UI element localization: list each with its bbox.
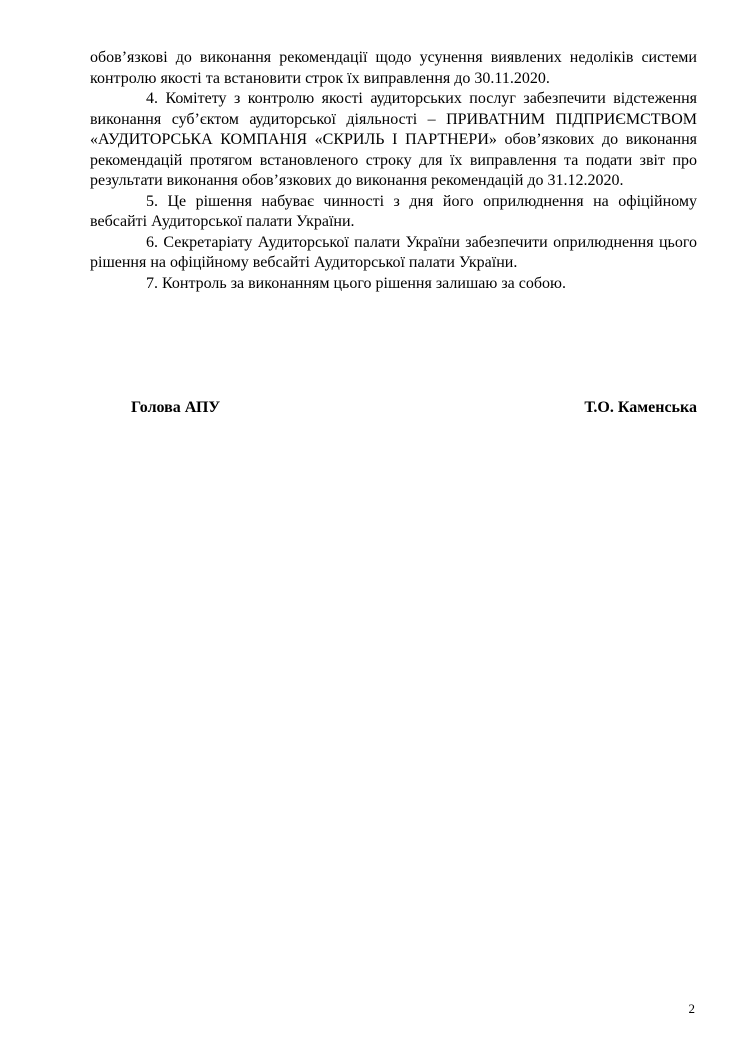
paragraph-item-4: 4. Комітету з контролю якості аудиторських послуг забезпечити відстеження виконання суб’єктом аудиторської діяльності – ПРИВАТНИМ ПІДПРИЄМСТВОМ «АУДИТОРСЬКА КОМПАНІЯ «СКРИЛЬ І ПАРТНЕРИ» обов’язкових до виконання рекомендацій протягом встановленого строку для їх виправлення та подати звіт про результати виконання обов’язкових до виконання рекомендацій до 31.12.2020. (90, 90, 697, 189)
signatory-title: Голова АПУ (131, 399, 221, 416)
paragraph-item-6: 6. Секретаріату Аудиторської палати України забезпечити оприлюднення цього рішення на офіційному вебсайті Аудиторської палати України. (90, 233, 697, 271)
signatory-name: Т.О. Каменська (584, 399, 697, 416)
page-number: 2 (688, 1001, 695, 1016)
document-body (90, 48, 697, 294)
paragraph-item-5: 5. Це рішення набуває чинності з дня його оприлюднення на офіційному вебсайті Аудиторської палати України. (90, 192, 697, 230)
paragraph-item-7: 7. Контроль за виконанням цього рішення залишаю за собою. (146, 274, 566, 292)
paragraph-continuation: обов’язкові до виконання рекомендації щодо усунення виявлених недоліків системи контролю якості та встановити строк їх виправлення до 30.11.2020. (90, 49, 697, 87)
signature-block (90, 399, 697, 421)
